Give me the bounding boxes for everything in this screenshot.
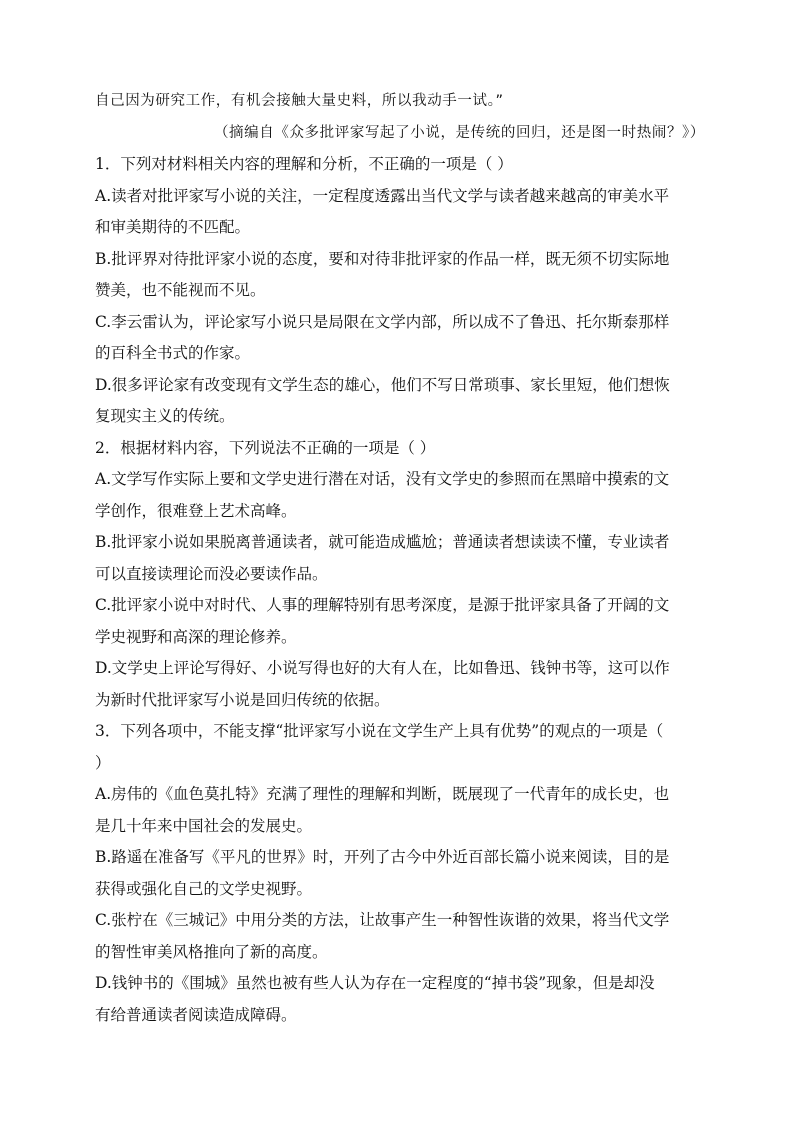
question-2 [95,433,705,717]
question-3 [95,716,705,1031]
option-c: C.张柠在《三城记》中用分类的方法，让故事产生一种智性诙谐的效果，将当代文学 的智性审美风格推向了新的高度。 [95,911,670,961]
question-stem: 1．下列对材料相关内容的理解和分析，不正确的一项是（ ） [95,155,513,173]
option-d: D.很多评论家有改变现有文学生态的雄心，他们不写日常琐事、家长里短，他们想恢 复现实主义的传统。 [95,375,670,425]
option-a: A.文学写作实际上要和文学史进行潜在对话，没有文学史的参照而在黑暗中摸索的文 学创作，很难登上艺术高峰。 [95,470,670,520]
option-a: A.房伟的《血色莫扎特》充满了理性的理解和判断，既展现了一代青年的成长史，也 是几十年来中国社会的发展史。 [95,785,670,835]
option-a: A.读者对批评家写小说的关注，一定程度透露出当代文学与读者越来越高的审美水平 和审美期待的不匹配。 [95,186,670,236]
option-c: C.批评家小说中对时代、人事的理解特别有思考深度，是源于批评家具备了开阔的文 学史视野和高深的理论修养。 [95,596,670,646]
question-stem: 2．根据材料内容，下列说法不正确的一项是（ ） [95,438,436,457]
question-1 [95,149,705,433]
option-b: B.批评家小说如果脱离普通读者，就可能造成尴尬；普通读者想读读不懂，专业读者 可以直接读理论而没必要读作品。 [95,533,670,583]
passage-tail-line: 自己因为研究工作，有机会接触大量史料，所以我动手一试。” [95,93,504,109]
option-c: C.李云雷认为，评论家写小说只是局限在文学内部，所以成不了鲁迅、托尔斯泰那样 的百科全书式的作家。 [95,312,670,362]
source-citation: （摘编自《众多批评家写起了小说，是传统的回归，还是图一时热闹？》） [213,124,705,141]
option-d: D.文学史上评论写得好、小说写得也好的大有人在，比如鲁迅、钱钟书等，这可以作 为新时代批评家写小说是回归传统的依据。 [95,659,670,709]
question-stem: 3．下列各项中，不能支撑“批评家写小说在文学生产上具有优势”的观点的一项是（ [95,722,664,740]
option-d: D.钱钟书的《围城》虽然也被有些人认为存在一定程度的“掉书袋”现象，但是却没 有给普通读者阅读造成障碍。 [95,974,655,1024]
question-stem-continued: ） [95,753,111,772]
document-page [95,86,705,1031]
option-b: B.路遥在准备写《平凡的世界》时，开列了古今中外近百部长篇小说来阅读，目的是 获得或强化自己的文学史视野。 [95,848,670,898]
option-b: B.批评界对待批评家小说的态度，要和对待非批评家的作品一样，既无须不切实际地 赞美，也不能视而不见。 [95,249,670,299]
